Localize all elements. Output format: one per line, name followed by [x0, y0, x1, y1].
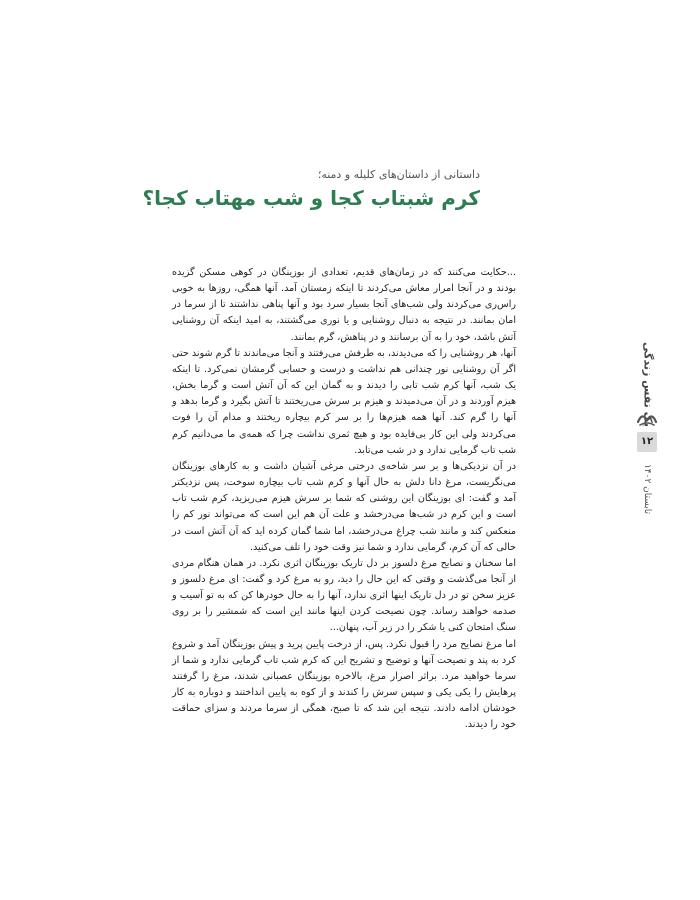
- article-subtitle: داستانی از داستان‌های کلیله و دمنه؛: [317, 168, 480, 181]
- article-header: [142, 168, 480, 210]
- magazine-logo-icon: [636, 410, 658, 428]
- article-body: [172, 265, 516, 734]
- paragraph-3: در آن نزدیکی‌ها و بر سر شاخه‌ی درختی مرغی آشیان داشت و به کارهای بوزینگان می‌نگریست، مرغ دانا دلش به حال آنها و کرم شب تاب بیچاره سوخت، پس نزدیکتر آمد و گفت: ای بوزینگان این روشنی که شما بر سرش هیزم می‌ریزید، کرم شب تاب است و این کرم در شب‌ها می‌درخشد و علت آن هم این است که می‌تواند نور کم را منعکس کند و مانند شب چراغ می‌درخشد، اما شما گمان کرده اید که آن آتش است در حالی که آن کرم، گرمایی ندارد و شما نیز وقت خود را تلف می‌کنید.: [172, 460, 516, 553]
- paragraph-4: اما سخنان و نصایح مرغ دلسوز بر دل تاریک بوزینگان اثری نکرد. در همان هنگام مردی از آنجا می‌گذشت و وقتی که این حال را دید، رو به مرغ کرد و گفت: ای مرغ دلسوز و عزیز سخن تو در دل تاریک اینها اثری ندارد، آنها را به حال خودرها کن که به تو آسیب و صدمه خواهند رساند. چون نصیحت کردن اینها مانند این است که شمشیر را بر روی سنگ امتحان کنی یا شکر را در زیر آب، پنهان...: [172, 557, 516, 634]
- page-number-badge: ۱۲: [637, 432, 657, 452]
- magazine-name: یک نفس زندگی: [641, 342, 655, 427]
- logo-graphic: [636, 410, 658, 428]
- issue-label: تابستان ۱۴۰۲: [642, 463, 652, 515]
- paragraph-5: اما مرغ نصایح مرد را قبول نکرد. پس، از درخت پایین پرید و پیش بوزینگان آمد و شروع کرد به پند و نصیحت آنها و توضیح و تشریح این که کرم شب تاب گرمایی ندارد و شما از سرما خواهید مرد. براثر اصرار مرغ، بالاخره بوزینگان عصبانی شدند، مرغ را گرفتند پرهایش را یکی یکی و سپس سرش را کندند و از کوه به پایین انداختند و دوباره به کار خودشان ادامه دادند. نتیجه این شد که تا صبح، همگی از سرما مردند و سزای حماقت خود را دیدند.: [172, 638, 516, 731]
- article-title: کرم شبتاب کجا و شب مهتاب کجا؟: [142, 186, 480, 210]
- paragraph-2: آنها، هر روشنایی را که می‌دیدند، به طرفش می‌رفتند و آنجا می‌ماندند تا گرم شوند حتی اگر آن روشنایی نور چندانی هم نداشت و درست و حسابی گرمشان نمی‌کرد. تا اینکه یک شب، آنها کرم شب تابی را دیدند و به گمان این که آن آتش است و گرما بخش، هیزم آوردند و در آن می‌دمیدند و هیزم بر سرش می‌ریختند تا آتش بگیرد و گرما بدهد و آنها را گرم کند. آنها همه هیزم‌ها را بر سر کرم بیچاره ریختند و مدام آن را فوت می‌کردند ولی این کار بی‌فایده بود و هیچ ثمری نداشت چرا که همه‌ی ما می‌دانیم کرم شب تاب گرمایی ندارد و در شب می‌تابد.: [172, 347, 516, 456]
- paragraph-1: ...حکایت می‌کنند که در زمان‌های قدیم، تعدادی از بوزینگان در کوهی مسکن گزیده بودند و در آنجا امرار معاش می‌کردند تا اینکه زمستان آمد. آنها همگی، روزها به خوبی راس‌ری می‌کردند ولی شب‌های آنجا بسیار سرد بود و آنها پناهی نداشتند تا از سرما در امان بمانند. در نتیجه به دنبال روشنایی و یا نوری می‌گشتند، به امید اینکه آن روشنایی آتش باشد، خود را به آن برسانند و در پناهش، گرم بمانند.: [172, 267, 516, 343]
